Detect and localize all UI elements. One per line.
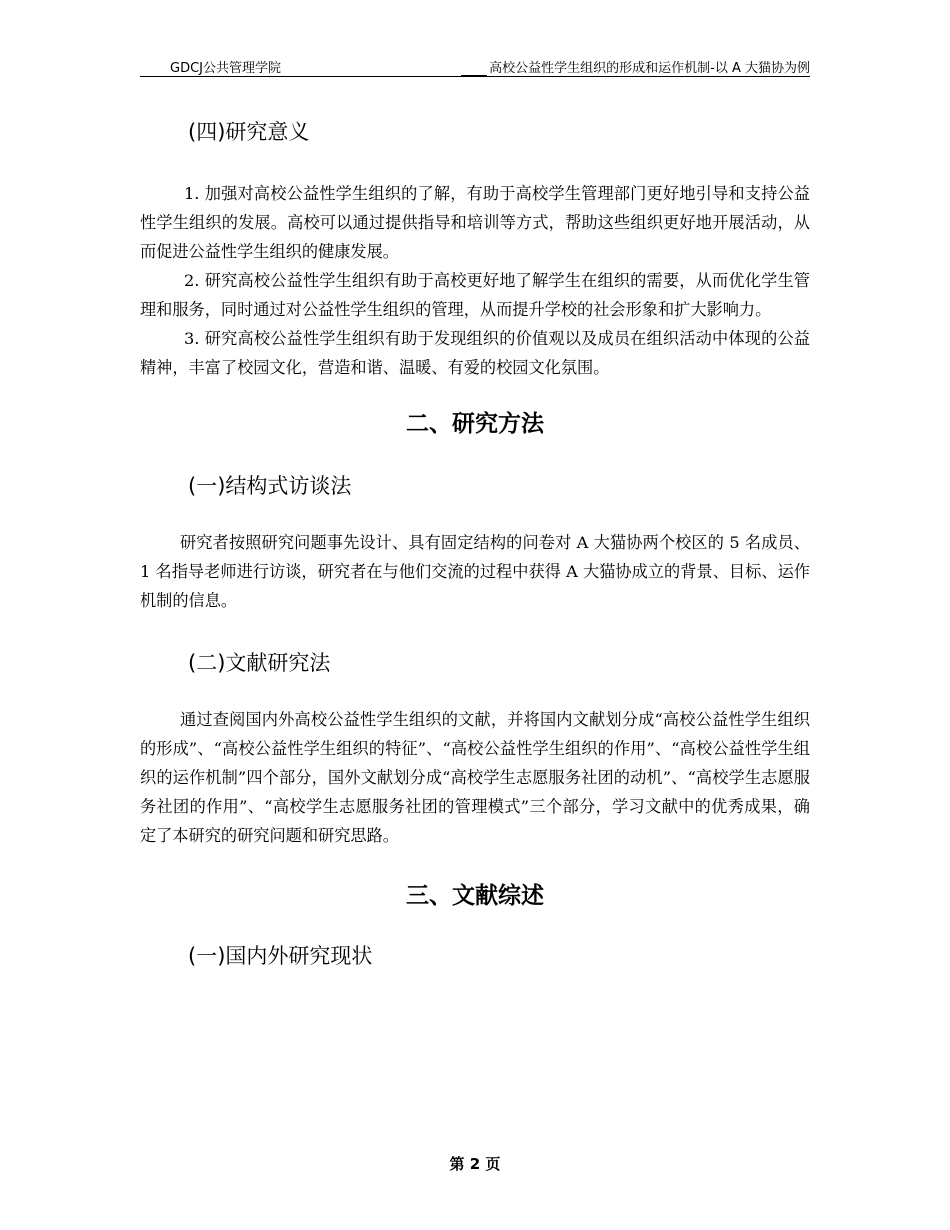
header-thesis-title: 高校公益性学生组织的形成和运作机制-以 A 大猫协为例 — [489, 61, 810, 76]
section-heading-research-status: (一)国内外研究现状 — [188, 944, 373, 968]
header-title-wrap — [461, 57, 810, 76]
header-school: GDCJ公共管理学院 — [170, 61, 281, 76]
paragraph-significance-3: 3. 研究高校公益性学生组织有助于发现组织的价值观以及成员在组织活动中体现的公益精神，丰富了校园文化，营造和谐、温暖、有爱的校园文化氛围。 — [140, 329, 810, 377]
paragraph-significance-2: 2. 研究高校公益性学生组织有助于高校更好地了解学生在组织的需要，从而优化学生管理和服务，同时通过对公益性学生组织的管理，从而提升学校的社会形象和扩大影响力。 — [140, 271, 810, 319]
chapter-title-review: 三、文献综述 — [406, 883, 544, 909]
page-number: 第 2 页 — [449, 1155, 501, 1173]
paragraph-literature-method: 通过查阅国内外高校公益性学生组织的文献，并将国内文献划分成“高校公益性学生组织的形成”、“高校公益性学生组织的特征”、“高校公益性学生组织的作用”、“高校公益性学生组织的运作机制”四个部分，国外文献划分成“高校学生志愿服务社团的动机”、“高校学生志愿服务社团的作用”、“高校学生志愿服务社团的管理模式”三个部分，学习文献中的优秀成果，确定了本研究的研究问题和研究思路。 — [140, 710, 810, 845]
section-heading-interview: (一)结构式访谈法 — [188, 474, 352, 498]
chapter-title-methods: 二、研究方法 — [406, 411, 544, 437]
section-heading-significance: (四)研究意义 — [188, 120, 310, 144]
header-underline-mark — [461, 75, 487, 76]
paragraph-significance-1: 1. 加强对高校公益性学生组织的了解，有助于高校学生管理部门更好地引导和支持公益性学生组织的发展。高校可以通过提供指导和培训等方式，帮助这些组织更好地开展活动，从而促进公益性学生组织的健康发展。 — [140, 184, 810, 261]
page-body — [140, 110, 810, 976]
section-heading-literature-method: (二)文献研究法 — [188, 651, 331, 675]
page-header — [140, 56, 810, 77]
paragraph-interview: 研究者按照研究问题事先设计、具有固定结构的问卷对 A 大猫协两个校区的 5 名成员、1 名指导老师进行访谈，研究者在与他们交流的过程中获得 A 大猫协成立的背景、目标、运作机制的信息。 — [140, 533, 810, 610]
